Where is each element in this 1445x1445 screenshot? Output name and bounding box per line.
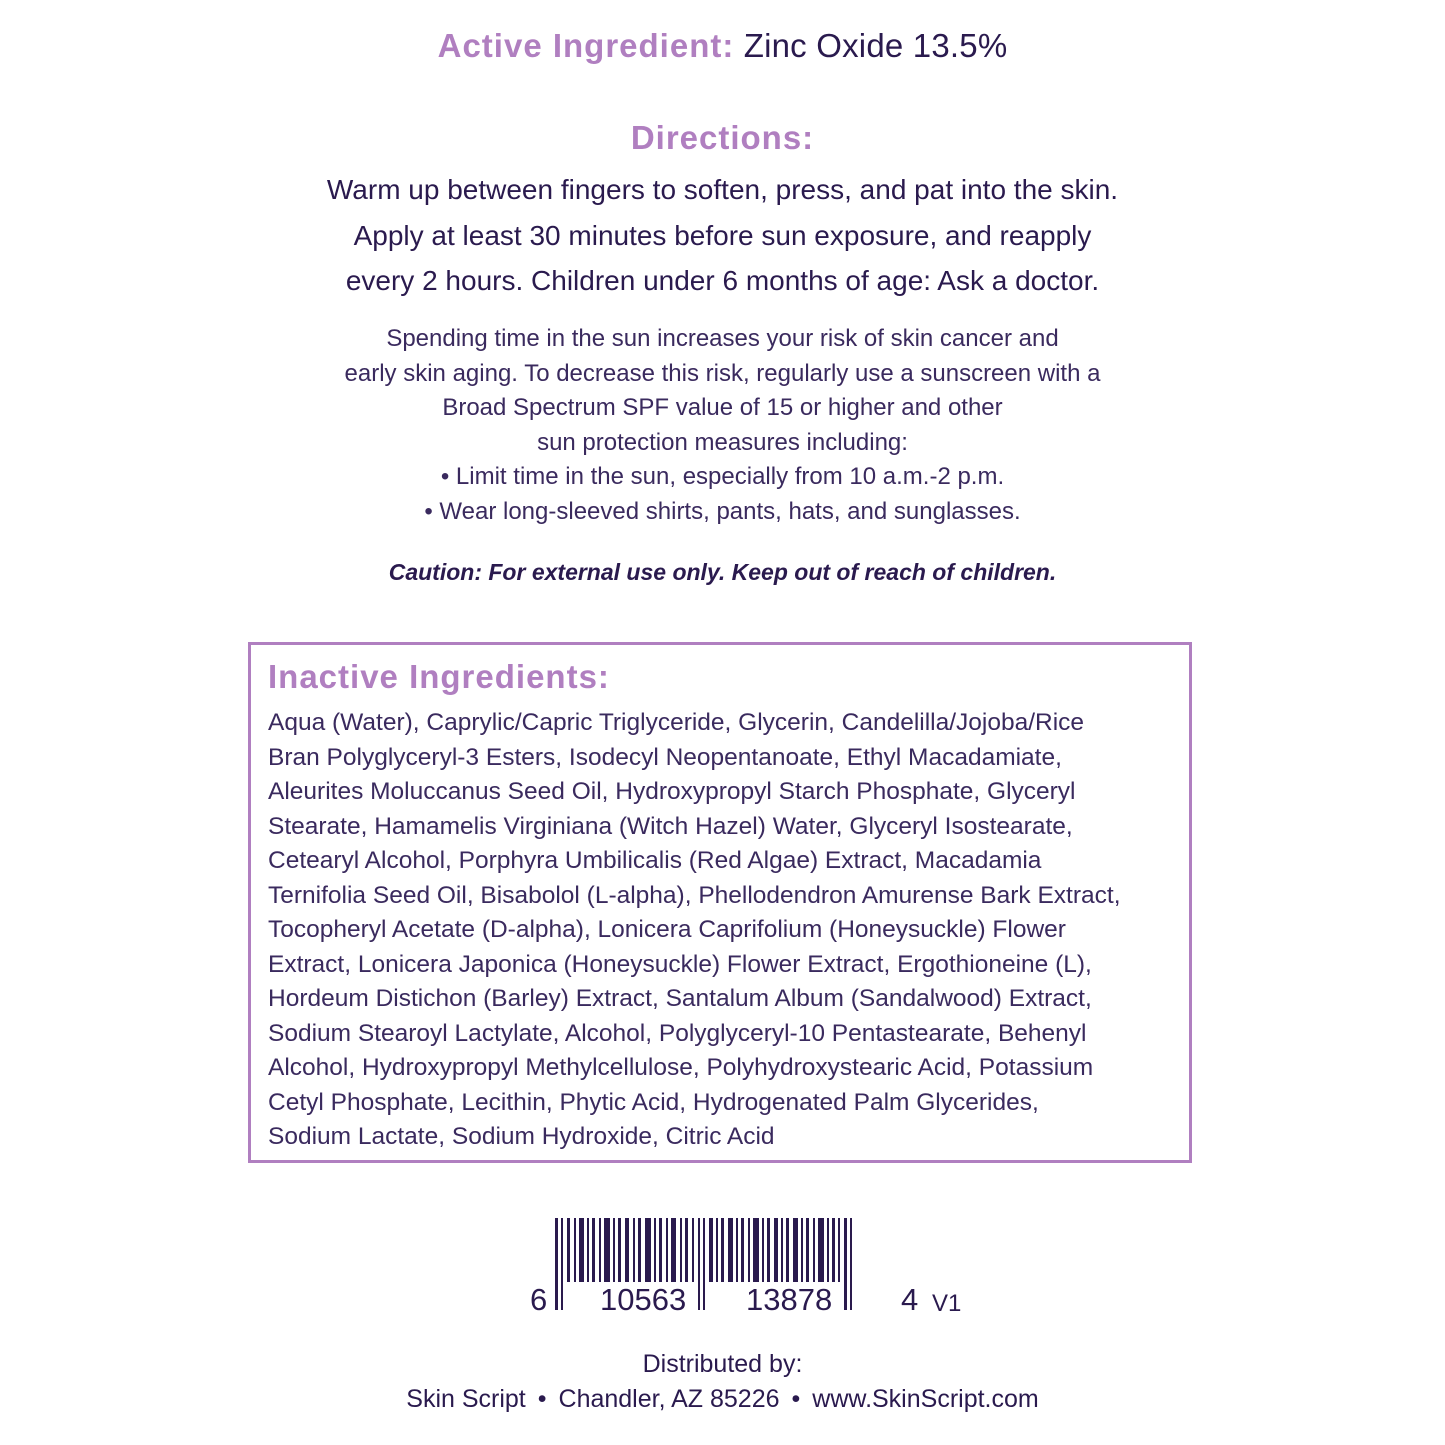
ingredient-line: Aleurites Moluccanus Seed Oil, Hydroxypropyl Starch Phosphate, Glyceryl [268, 778, 1076, 805]
warning-line: Spending time in the sun increases your risk of skin cancer and [386, 325, 1059, 352]
version-label: V1 [932, 1290, 962, 1317]
barcode-bar [671, 1218, 676, 1282]
active-ingredient-value: Zinc Oxide 13.5% [743, 27, 1008, 64]
barcode-bar [801, 1218, 803, 1282]
distributor-website[interactable]: www.SkinScript.com [812, 1385, 1039, 1413]
barcode-bar [721, 1218, 724, 1282]
caution-text: Caution: For external use only. Keep out of reach of children. [388, 559, 1057, 585]
barcode-bar [806, 1218, 809, 1282]
barcode-bar [741, 1218, 744, 1282]
barcode-bar [685, 1218, 688, 1282]
barcode-bar [813, 1218, 815, 1282]
barcode-bar [698, 1218, 700, 1310]
distributor-location: Chandler, AZ 85226 [558, 1385, 780, 1413]
barcode-bar [774, 1218, 778, 1282]
sun-warning-text [0, 322, 1445, 530]
barcode-bar [781, 1218, 783, 1282]
ingredient-line: Cetearyl Alcohol, Porphyra Umbilicalis (Red Algae) Extract, Macadamia [268, 847, 1042, 874]
barcode-bar [599, 1218, 601, 1282]
ingredient-line: Stearate, Hamamelis Virginiana (Witch Hazel) Water, Glyceryl Isostearate, [268, 812, 1073, 840]
barcode-bar [561, 1218, 563, 1310]
barcode-bar [638, 1218, 641, 1282]
barcode-bar [574, 1218, 576, 1282]
barcode-last-digit: 4 [901, 1282, 919, 1317]
barcode-bar [818, 1218, 824, 1282]
barcode-bar [633, 1218, 635, 1282]
ingredient-line: Sodium Lactate, Sodium Hydroxide, Citric Acid [268, 1123, 775, 1150]
directions-line: every 2 hours. Children under 6 months of age: Ask a doctor. [345, 265, 1100, 296]
barcode-left-group: 10563 [600, 1282, 687, 1317]
warning-bullet: • Wear long-sleeved shirts, pants, hats, and sunglasses. [424, 497, 1021, 525]
ingredient-line: Sodium Stearoyl Lactylate, Alcohol, Polyglyceryl-10 Pentastearate, Behenyl [268, 1019, 1087, 1047]
distributor-company: Skin Script [406, 1385, 526, 1413]
barcode-bar [827, 1218, 829, 1282]
ingredient-line: Tocopheryl Acetate (D-alpha), Lonicera Caprifolium (Honeysuckle) Flower [268, 916, 1066, 943]
barcode-bar [680, 1218, 682, 1282]
barcode-bar [850, 1218, 852, 1310]
inactive-ingredients-box [248, 642, 1192, 1163]
warning-bullet: • Limit time in the sun, especially from 10 a.m.-2 p.m. [440, 463, 1005, 491]
active-ingredient-line [0, 26, 1445, 66]
warning-line: early skin aging. To decrease this risk, regularly use a sunscreen with a [344, 359, 1101, 387]
barcode-bar [604, 1218, 610, 1282]
barcode-bar [786, 1218, 789, 1282]
directions-line: Apply at least 30 minutes before sun exposure, and reapply [353, 219, 1092, 251]
barcode-bar [625, 1218, 629, 1282]
barcode-bar [709, 1218, 713, 1282]
barcode-bar [762, 1218, 764, 1282]
barcode-bar [555, 1218, 558, 1310]
barcode-bar [567, 1218, 570, 1282]
barcode-bar [703, 1218, 705, 1310]
ingredient-line: Hordeum Distichon (Barley) Extract, Santalum Album (Sandalwood) Extract, [268, 985, 1092, 1012]
barcode-bar [692, 1218, 694, 1282]
upc-barcode [530, 1218, 970, 1318]
separator-dot: • [537, 1385, 547, 1413]
inactive-ingredients-list [268, 706, 1121, 1155]
barcode-bar [618, 1218, 621, 1282]
barcode-bar [592, 1218, 595, 1282]
ingredient-line: Aqua (Water), Caprylic/Capric Triglyceride, Glycerin, Candelilla/Jojoba/Rice [268, 709, 1085, 736]
directions-line: Warm up between fingers to soften, press, and pat into the skin. [326, 174, 1119, 205]
ingredient-line: Ternifolia Seed Oil, Bisabolol (L-alpha), Phellodendron Amurense Bark Extract, [268, 881, 1121, 909]
barcode-bar [767, 1218, 770, 1282]
barcode-bar [613, 1218, 615, 1282]
directions-heading: Directions: [630, 119, 815, 156]
separator-dot: • [791, 1385, 801, 1413]
distributed-by-label: Distributed by: [642, 1350, 803, 1378]
barcode-bar [645, 1218, 651, 1282]
barcode-bar [736, 1218, 738, 1282]
warning-line: Broad Spectrum SPF value of 15 or higher and other [442, 394, 1003, 422]
active-ingredient-label: Active Ingredient: [437, 27, 735, 64]
ingredient-line: Alcohol, Hydroxypropyl Methylcellulose, Polyhydroxystearic Acid, Potassium [268, 1054, 1094, 1081]
directions-text [0, 167, 1445, 304]
barcode-bar [838, 1218, 840, 1282]
warning-line: sun protection measures including: [537, 428, 908, 456]
ingredient-line: Extract, Lonicera Japonica (Honeysuckle) Flower Extract, Ergothioneine (L), [268, 950, 1092, 978]
barcode-first-digit: 6 [530, 1282, 548, 1317]
barcode-bar [844, 1218, 847, 1310]
ingredient-line: Cetyl Phosphate, Lecithin, Phytic Acid, Hydrogenated Palm Glycerides, [268, 1088, 1039, 1116]
inactive-ingredients-heading: Inactive Ingredients: [268, 658, 610, 695]
barcode-bar [832, 1218, 835, 1282]
barcode-bar [793, 1218, 798, 1282]
barcode-bar [716, 1218, 718, 1282]
barcode-bar [728, 1218, 733, 1282]
barcode-bar [654, 1218, 656, 1282]
barcode-bar [587, 1218, 589, 1282]
barcode-bar [659, 1218, 662, 1282]
ingredient-line: Bran Polyglyceryl-3 Esters, Isodecyl Neopentanoate, Ethyl Macadamiate, [268, 743, 1062, 771]
barcode-bar [753, 1218, 759, 1282]
barcode-bar [748, 1218, 750, 1282]
barcode-right-group: 13878 [746, 1282, 833, 1317]
distributor-line [0, 1382, 1445, 1416]
barcode-bar [579, 1218, 584, 1282]
barcode-bar [666, 1218, 668, 1282]
